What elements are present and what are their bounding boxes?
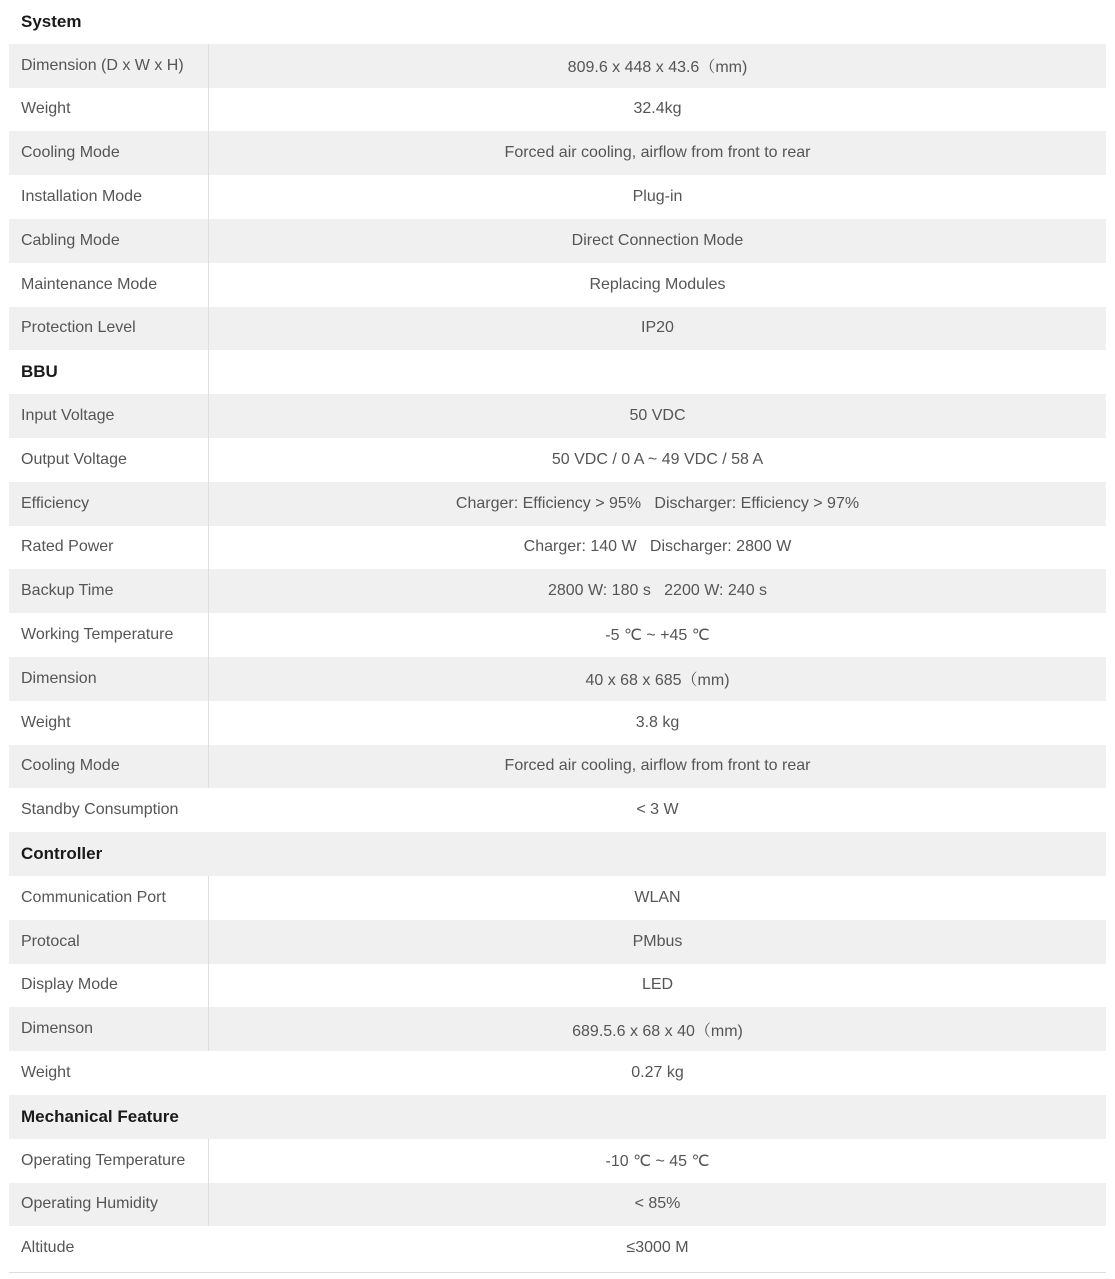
row-label: Dimension (21, 669, 97, 687)
row-value: 50 VDC / 0 A ~ 49 VDC / 58 A (208, 438, 1106, 482)
table-row (9, 263, 1106, 307)
row-label: Protection Level (21, 319, 136, 337)
table-row (9, 1226, 1106, 1270)
section-header-controller (9, 832, 1106, 876)
row-label: Communication Port (21, 888, 166, 906)
row-value: Direct Connection Mode (208, 219, 1106, 263)
row-label: Altitude (21, 1239, 75, 1257)
row-value: Forced air cooling, airflow from front to rear (208, 745, 1106, 789)
row-value: 40 x 68 x 685（mm) (208, 657, 1106, 701)
table-row (9, 964, 1106, 1008)
table-row (9, 131, 1106, 175)
row-label: Output Voltage (21, 450, 127, 468)
row-label: Cooling Mode (21, 757, 120, 775)
row-label: Maintenance Mode (21, 275, 158, 293)
row-label: Protocal (21, 932, 80, 950)
row-value: 0.27 kg (631, 1064, 684, 1082)
section-header-mechanical-feature (9, 1095, 1106, 1139)
table-row (9, 88, 1106, 132)
row-value: Replacing Modules (208, 263, 1106, 307)
row-label: Operating Humidity (21, 1195, 158, 1213)
table-row (9, 307, 1106, 351)
row-value: PMbus (208, 920, 1106, 964)
row-label: Efficiency (21, 494, 90, 512)
row-label: Dimension (D x W x H) (21, 56, 184, 74)
row-label: Cabling Mode (21, 231, 120, 249)
row-value: 689.5.6 x 68 x 40（mm) (208, 1007, 1106, 1051)
row-label: Operating Temperature (21, 1151, 186, 1169)
section-title: System (21, 11, 82, 31)
table-row (9, 1139, 1106, 1183)
row-label: Dimenson (21, 1020, 94, 1038)
table-row (9, 482, 1106, 526)
row-value: 2800 W: 180 s 2200 W: 240 s (208, 569, 1106, 613)
row-label: Weight (21, 100, 71, 118)
row-label: Backup Time (21, 582, 114, 600)
row-value: 3.8 kg (208, 701, 1106, 745)
row-value: < 3 W (636, 801, 679, 819)
row-value: Charger: 140 W Discharger: 2800 W (208, 526, 1106, 570)
row-value: Forced air cooling, airflow from front to rear (208, 131, 1106, 175)
table-row (9, 394, 1106, 438)
row-label: Working Temperature (21, 626, 174, 644)
row-value: 50 VDC (208, 394, 1106, 438)
table-row (9, 1183, 1106, 1227)
table-row (9, 745, 1106, 789)
row-value: 809.6 x 448 x 43.6（mm) (208, 44, 1106, 88)
row-value: < 85% (208, 1183, 1106, 1227)
table-row (9, 920, 1106, 964)
section-title: Mechanical Feature (21, 1106, 179, 1126)
row-value: Plug-in (208, 175, 1106, 219)
row-label: Rated Power (21, 538, 114, 556)
table-row (9, 613, 1106, 657)
section-title: BBU (21, 362, 58, 382)
row-value: WLAN (208, 876, 1106, 920)
section-header-bbu (9, 350, 1106, 394)
table-row (9, 701, 1106, 745)
table-row (9, 1007, 1106, 1051)
table-bottom-divider (9, 1272, 1106, 1273)
table-row (9, 219, 1106, 263)
row-label: Cooling Mode (21, 144, 120, 162)
table-row (9, 1051, 1106, 1095)
row-label: Installation Mode (21, 188, 142, 206)
row-value: 32.4kg (208, 88, 1106, 132)
row-label: Standby Consumption (21, 801, 179, 819)
row-label: Input Voltage (21, 407, 115, 425)
table-row (9, 788, 1106, 832)
table-row (9, 44, 1106, 88)
row-label: Weight (21, 1064, 71, 1082)
row-value: -5 ℃ ~ +45 ℃ (208, 613, 1106, 657)
row-value: Charger: Efficiency > 95% Discharger: Efficiency > 97% (208, 482, 1106, 526)
row-label: Weight (21, 713, 71, 731)
section-header-system (9, 0, 1106, 44)
section-title: Controller (21, 844, 103, 864)
table-row (9, 876, 1106, 920)
spec-table (9, 0, 1106, 1270)
row-label: Display Mode (21, 976, 118, 994)
row-value: LED (208, 964, 1106, 1008)
table-row (9, 438, 1106, 482)
row-value: IP20 (208, 307, 1106, 351)
table-row (9, 657, 1106, 701)
table-row (9, 175, 1106, 219)
row-value: ≤3000 M (626, 1239, 689, 1257)
table-row (9, 526, 1106, 570)
table-row (9, 569, 1106, 613)
row-value: -10 ℃ ~ 45 ℃ (208, 1139, 1106, 1183)
